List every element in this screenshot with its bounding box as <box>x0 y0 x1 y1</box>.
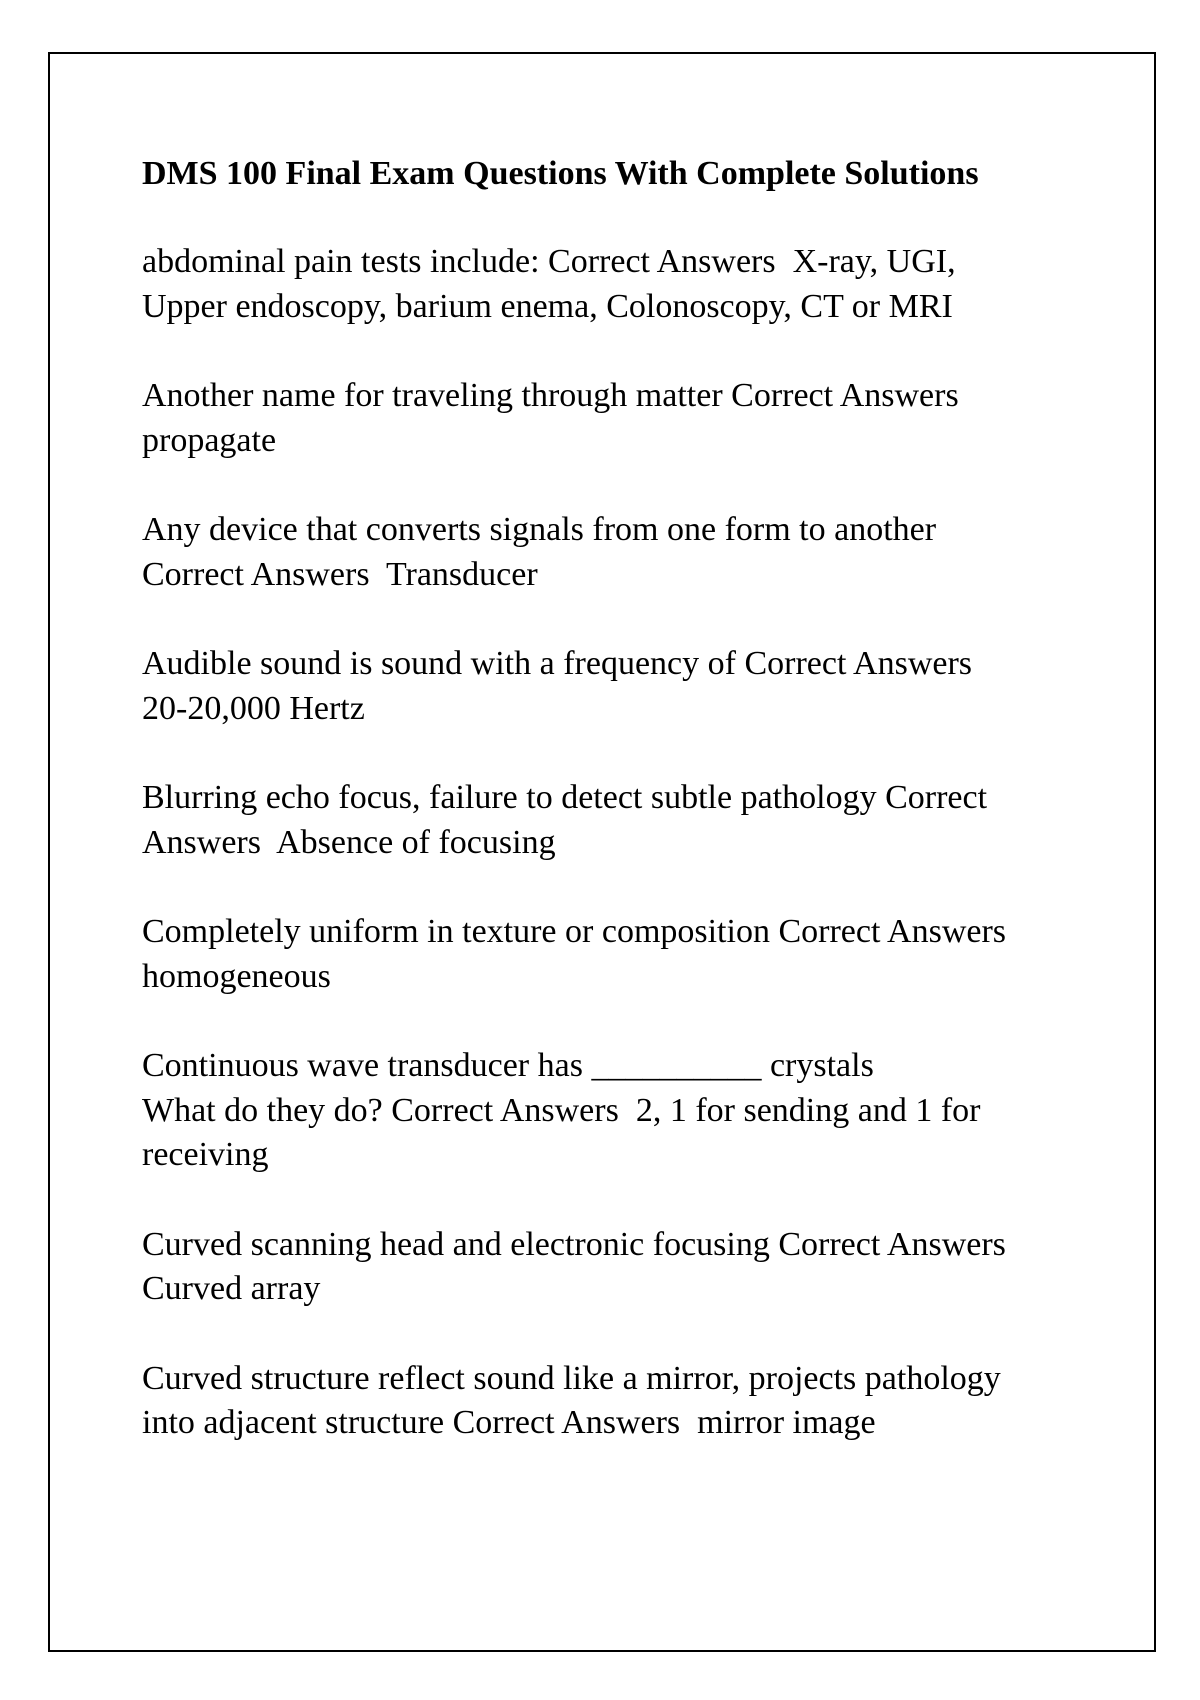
qa-item: Continuous wave transducer has __________ crystals What do they do? Correct Answers 2, 1 for sending and 1 for receiving <box>142 1047 981 1173</box>
document-title: DMS 100 Final Exam Questions With Complete Solutions <box>142 155 979 192</box>
document-body <box>142 152 1072 1491</box>
qa-item: abdominal pain tests include: Correct Answers X-ray, UGI, Upper endoscopy, barium enema, Colonoscopy, CT or MRI <box>142 243 956 325</box>
qa-item: Any device that converts signals from one form to another Correct Answers Transducer <box>142 511 937 593</box>
qa-item: Blurring echo focus, failure to detect subtle pathology Correct Answers Absence of focusing <box>142 779 988 861</box>
qa-item: Curved scanning head and electronic focusing Correct Answers Curved array <box>142 1225 1006 1307</box>
qa-item: Curved structure reflect sound like a mirror, projects pathology into adjacent structure Correct Answers mirror image <box>142 1359 1001 1441</box>
qa-item: Another name for traveling through matter Correct Answers propagate <box>142 377 959 459</box>
qa-item: Audible sound is sound with a frequency of Correct Answers 20-20,000 Hertz <box>142 645 973 727</box>
qa-item: Completely uniform in texture or composition Correct Answers homogeneous <box>142 913 1007 995</box>
